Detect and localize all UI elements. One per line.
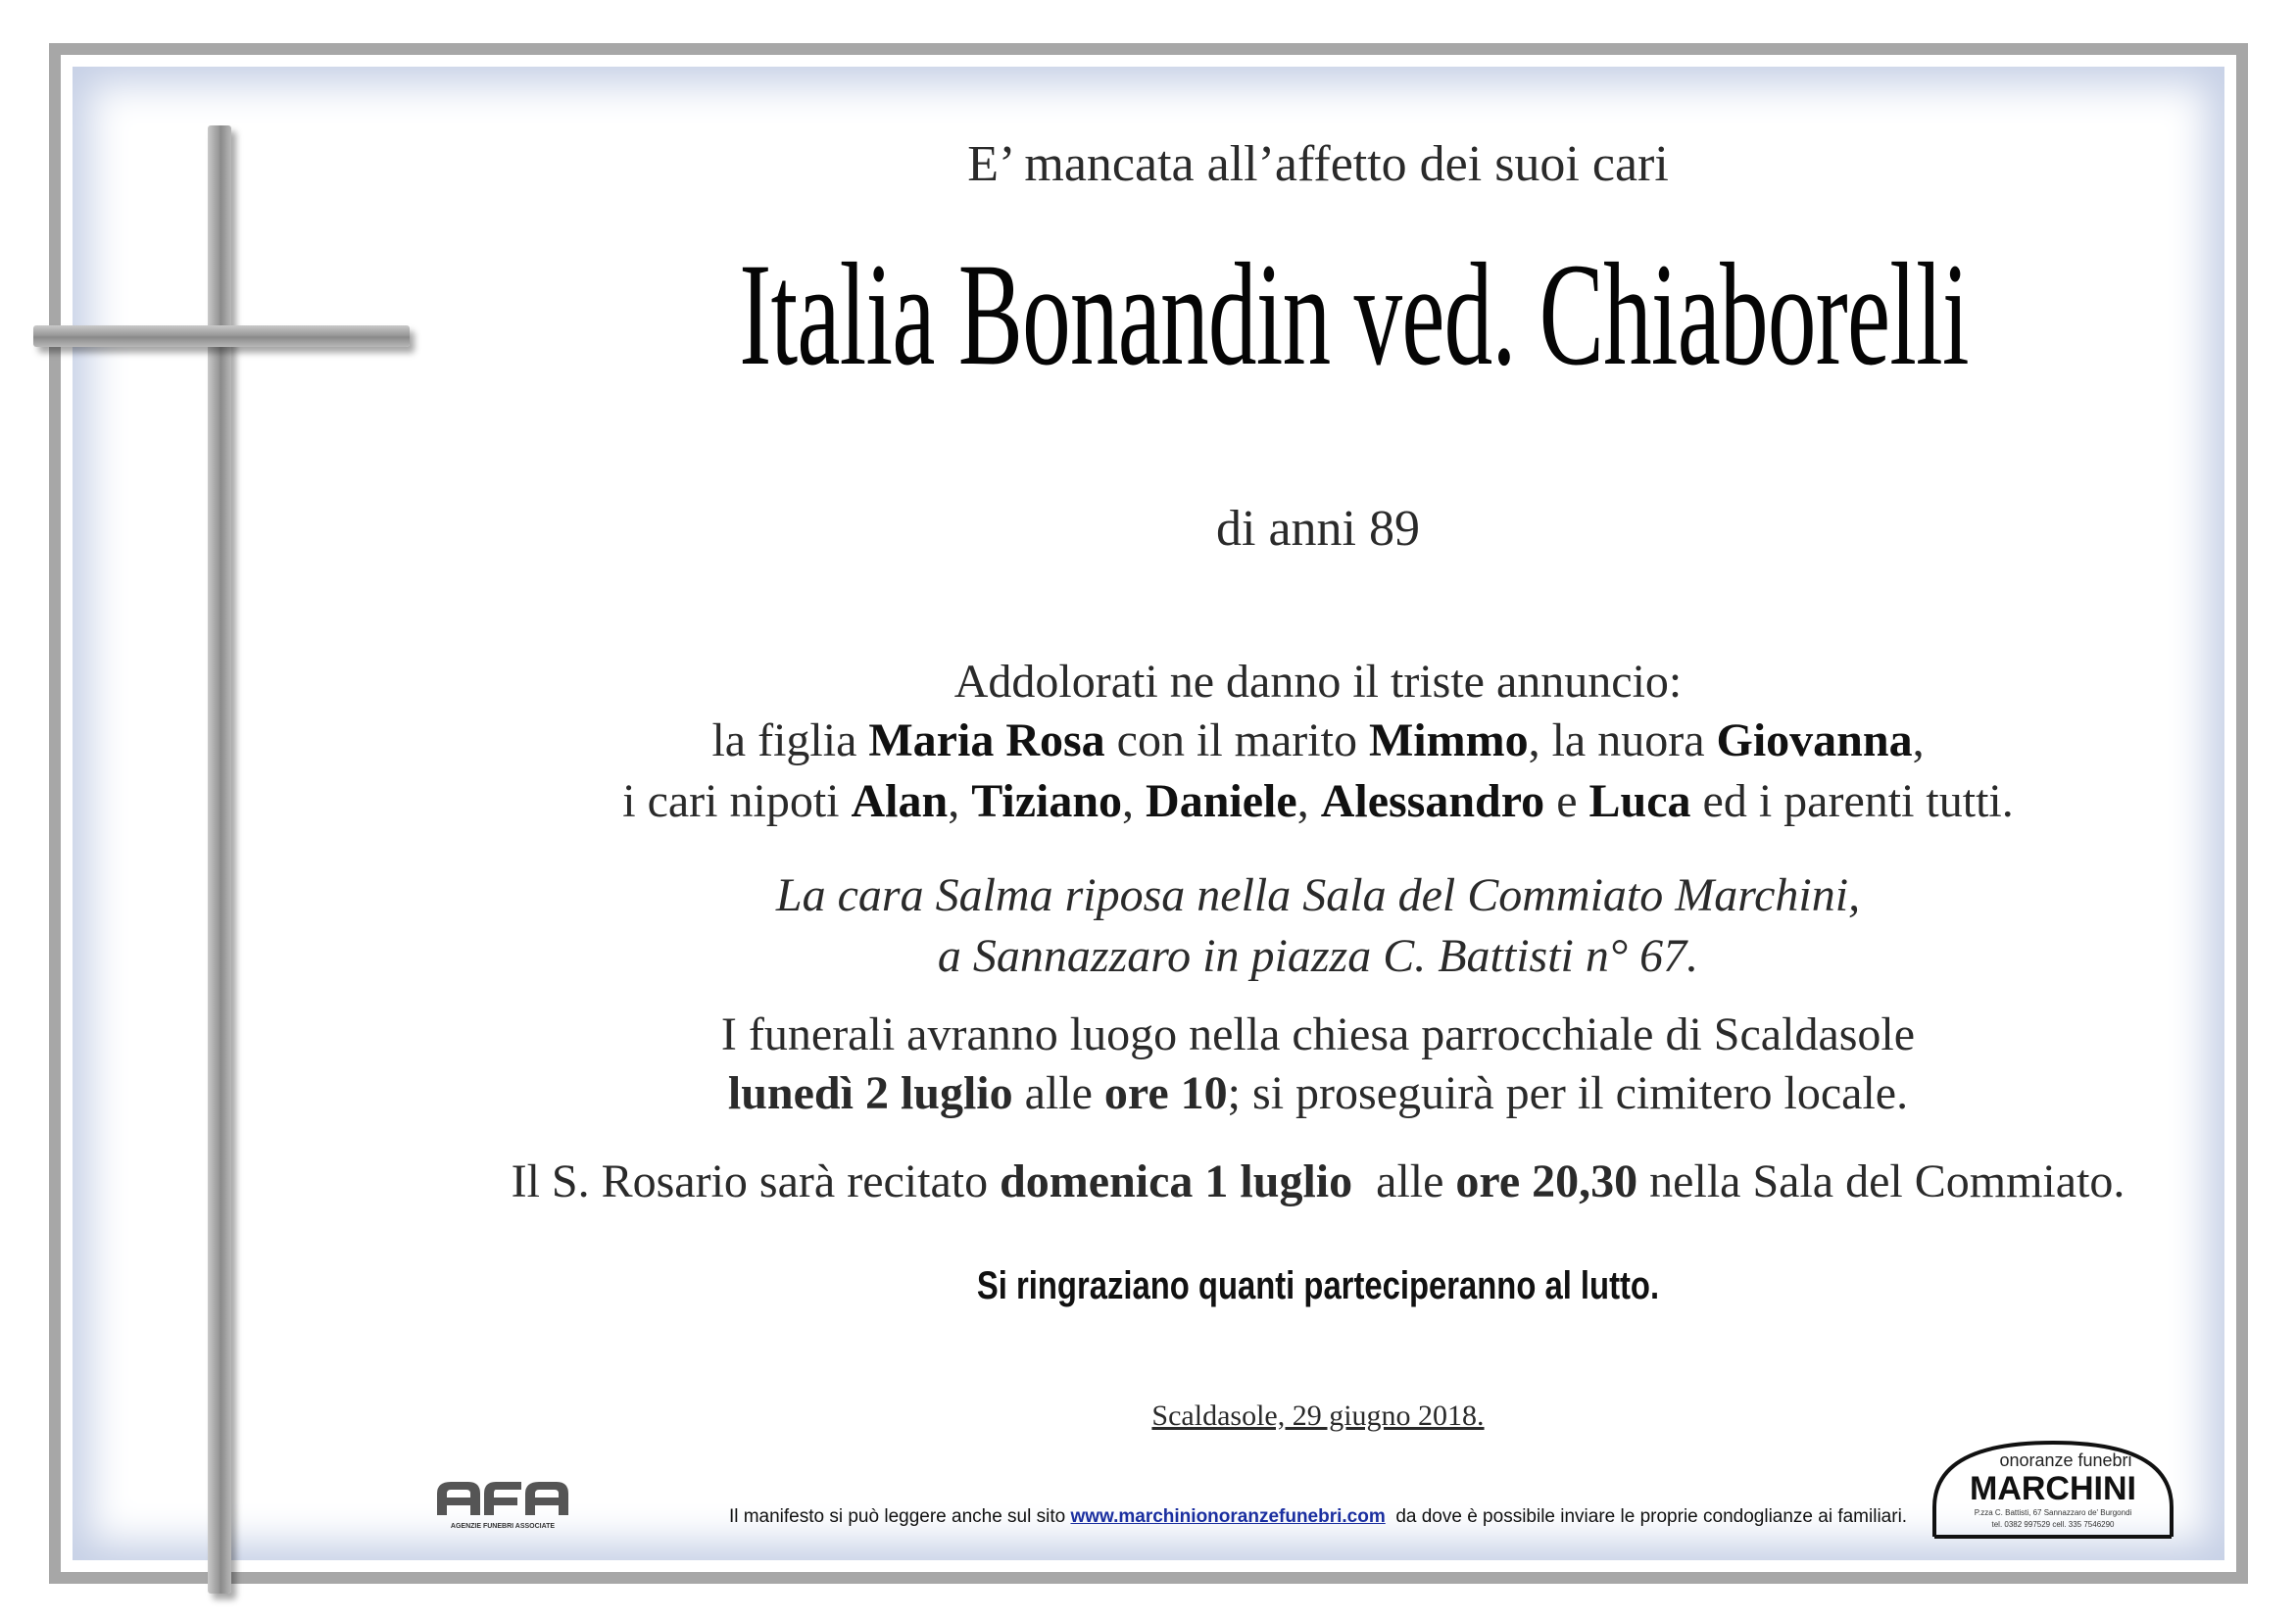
funeral-line-2: lunedì 2 luglio alle ore 10; si proseguirà per il cimitero locale.	[727, 1067, 1909, 1119]
family-line-1: la figlia Maria Rosa con il marito Mimmo, la nuora Giovanna,	[711, 714, 1925, 766]
svg-text:AGENZIE FUNEBRI ASSOCIATE: AGENZIE FUNEBRI ASSOCIATE	[450, 1523, 556, 1530]
place-date: Scaldasole, 29 giugno 2018.	[1151, 1400, 1485, 1432]
rosary-line: Il S. Rosario sarà recitato domenica 1 luglio alle ore 20,30 nella Sala del Commiato.	[511, 1155, 2125, 1207]
svg-text:MARCHINI: MARCHINI	[1970, 1470, 2136, 1507]
cross-icon-bar	[33, 325, 410, 347]
svg-text:onoranze funebri: onoranze funebri	[1999, 1450, 2132, 1470]
website-link[interactable]: www.marchinionoranzefunebri.com	[1070, 1506, 1386, 1527]
deceased-name: Italia Bonandin ved. Chiaborelli	[739, 233, 1969, 396]
svg-text:P.zza C. Battisti, 67 Sanna: P.zza C. Battisti, 67 Sannazzaro de' Burgondi	[1974, 1508, 2132, 1517]
marchini-logo-icon	[1929, 1435, 2177, 1541]
age-line: di anni 89	[1216, 501, 1420, 557]
salma-line-2: a Sannazzaro in piazza C. Battisti n° 67.	[937, 930, 1699, 982]
salma-line-1: La cara Salma riposa nella Sala del Commiato Marchini,	[775, 869, 1861, 921]
funeral-line-1: I funerali avranno luogo nella chiesa parrocchiale di Scaldasole	[720, 1008, 1916, 1060]
announce-line: Addolorati ne danno il triste annuncio:	[953, 656, 1683, 708]
family-line-2: i cari nipoti Alan, Tiziano, Daniele, Alessandro e Luca ed i parenti tutti.	[622, 775, 2014, 827]
intro-line: E’ mancata all’affetto dei suoi cari	[967, 136, 1669, 192]
footer-note: Il manifesto si può leggere anche sul sito www.marchinionoranzefunebri.com da dove è possibile inviare le proprie condoglianze ai familiari.	[728, 1506, 1908, 1527]
svg-text:tel. 0382 997529 cell. 335: tel. 0382 997529 cell. 335 7546290	[1991, 1520, 2115, 1529]
thanks-line: Si ringraziano quanti parteciperanno al lutto.	[976, 1264, 1660, 1307]
